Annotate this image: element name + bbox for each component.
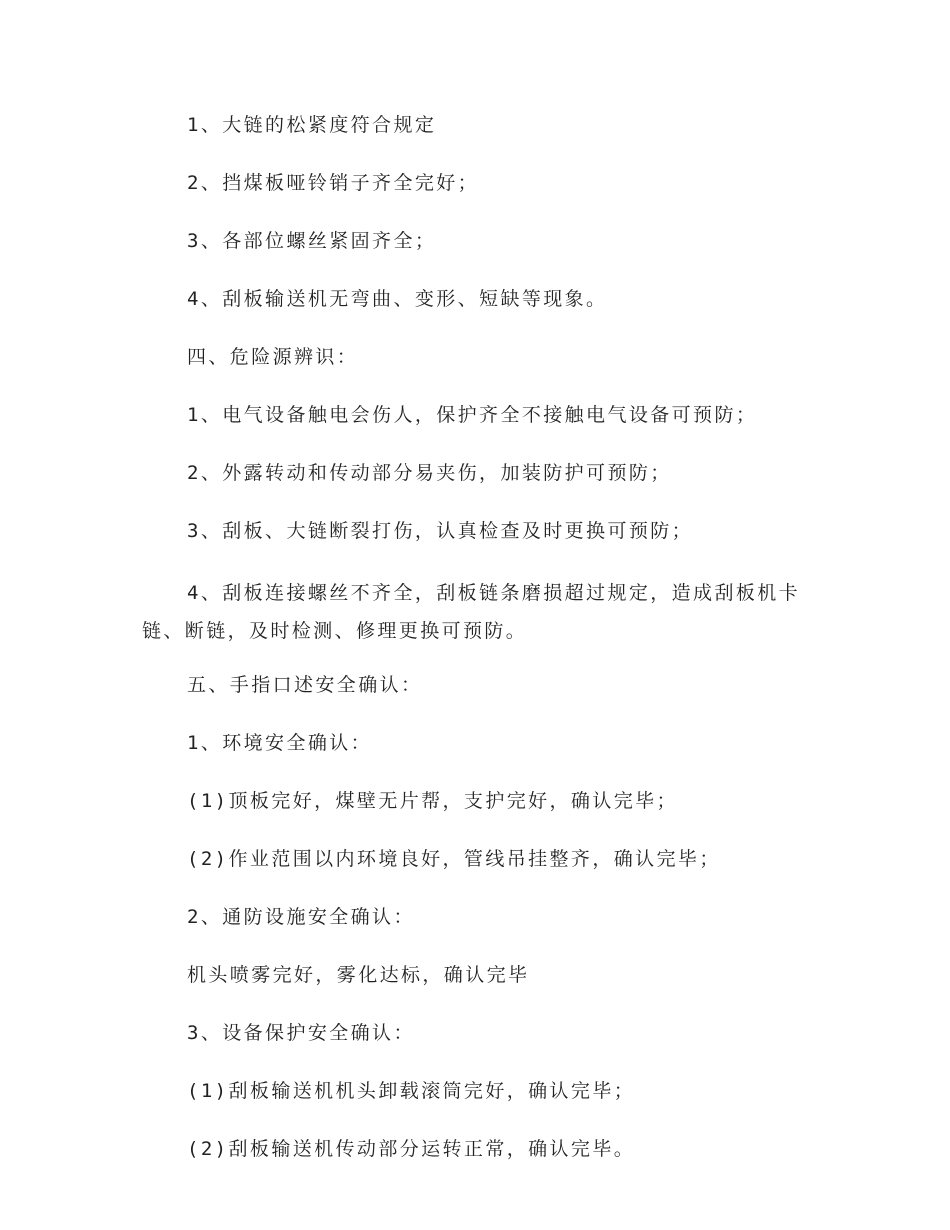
paragraph-3: 3、各部位螺丝紧固齐全； <box>187 230 437 252</box>
paragraph-12: (1)顶板完好，煤壁无片帮，支护完好，确认完毕； <box>187 790 678 812</box>
document-body <box>142 110 810 1192</box>
paragraph-4: 4、刮板输送机无弯曲、变形、短缺等现象。 <box>187 288 608 310</box>
paragraph-11: 1、环境安全确认： <box>187 732 373 754</box>
paragraph-14: 2、通防设施安全确认： <box>187 906 415 928</box>
paragraph-7: 2、外露转动和传动部分易夹伤，加装防护可预防； <box>187 462 672 484</box>
paragraph-13: (2)作业范围以内环境良好，管线吊挂整齐，确认完毕； <box>187 848 721 870</box>
paragraph-15: 机头喷雾完好，雾化达标，确认完毕 <box>187 964 530 986</box>
section-heading-safety-confirmation: 五、手指口述安全确认： <box>187 674 423 696</box>
paragraph-16: 3、设备保护安全确认： <box>187 1022 415 1044</box>
paragraph-6: 1、电气设备触电会伤人，保护齐全不接触电气设备可预防； <box>187 404 758 426</box>
paragraph-8: 3、刮板、大链断裂打伤，认真检查及时更换可预防； <box>187 520 694 542</box>
section-heading-hazard-identification: 四、危险源辨识： <box>187 346 359 368</box>
paragraph-2: 2、挡煤板哑铃销子齐全完好； <box>187 172 480 194</box>
paragraph-1: 1、大链的松紧度符合规定 <box>187 114 437 136</box>
paragraph-9: 4、刮板连接螺丝不齐全，刮板链条磨损超过规定，造成刮板机卡链、断链，及时检测、修理更换可预防。 <box>142 582 801 642</box>
paragraph-17: (1)刮板输送机机头卸载滚筒完好，确认完毕； <box>187 1080 636 1102</box>
paragraph-18: (2)刮板输送机传动部分运转正常，确认完毕。 <box>187 1138 636 1160</box>
